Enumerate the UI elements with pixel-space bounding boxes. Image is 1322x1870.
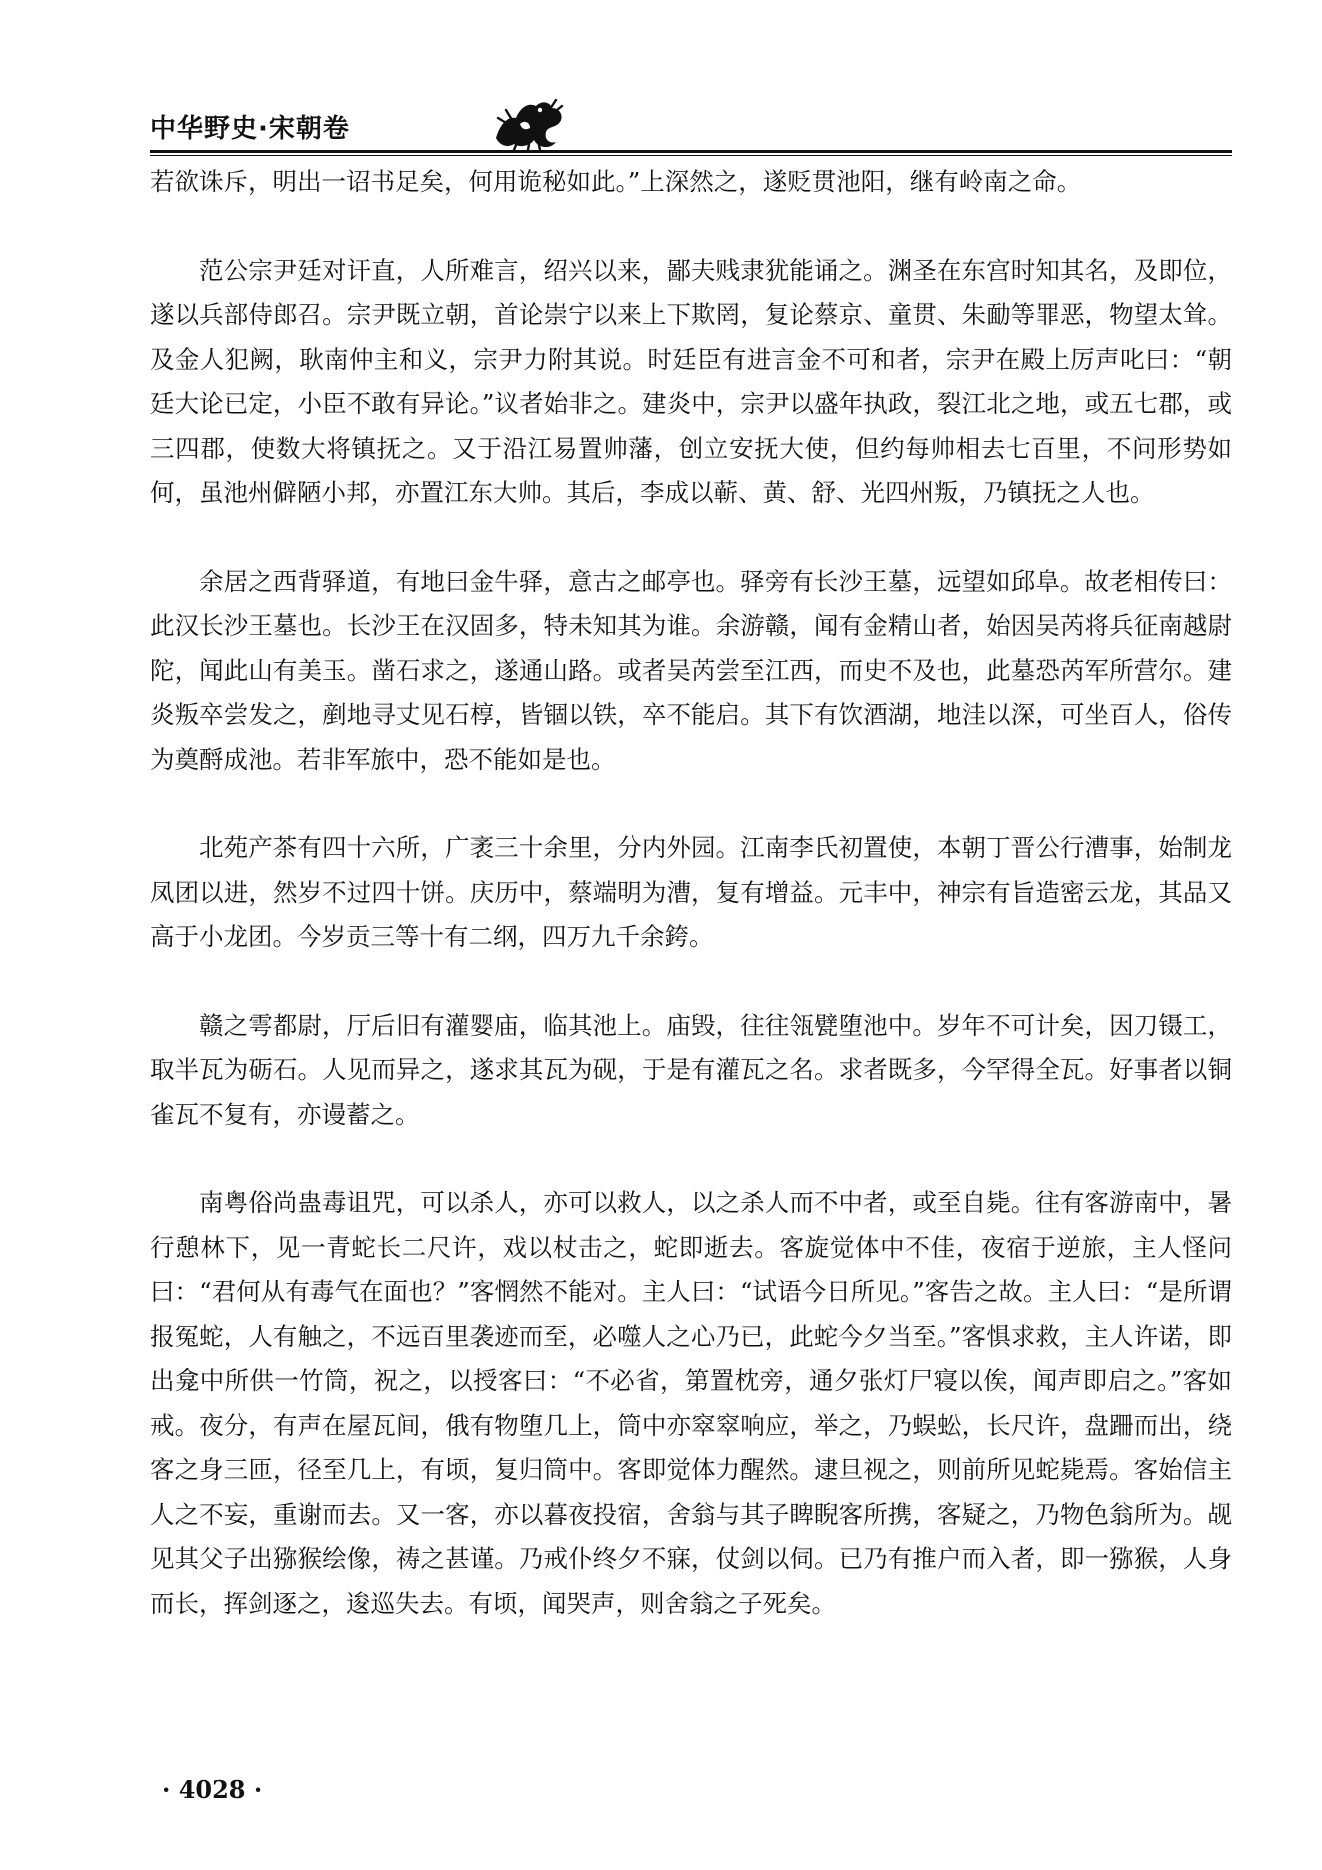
paragraph-guan-tile: 赣之雩都尉，厅后旧有灌婴庙，临其池上。庙毁，往往瓴甓堕池中。岁年不可计矣，因刀镊工，取半瓦为砺石。人见而异之，遂求其瓦为砚，于是有灌瓦之名。求者既多，今罕得全瓦。好事者以铜雀瓦不复有，亦谩蓄之。	[150, 1010, 1232, 1129]
paragraph-continued: 若欲诛斥，明出一诏书足矣，何用诡秘如此。”上深然之，遂贬贯池阳，继有岭南之命。	[150, 167, 1082, 196]
paragraph-fan-zongyin: 范公宗尹廷对讦直，人所难言，绍兴以来，鄙夫贱隶犹能诵之。渊圣在东宫时知其名，及即位，遂以兵部侍郎召。宗尹既立朝，首论崇宁以来上下欺罔，复论蔡京、童贯、朱勔等罪恶，物望太耸。及金人犯阙，耿南仲主和义，宗尹力附其说。时廷臣有进言金不可和者，宗尹在殿上厉声叱曰：“朝廷大论已定，小臣不敢有异论。”议者始非之。建炎中，宗尹以盛年执政，裂江北之地，或五七郡，或三四郡，使数大将镇抚之。又于沿江易置帅藩，创立安抚大使，但约每帅相去七百里，不问形势如何，虽池州僻陋小邦，亦置江东大帅。其后，李成以蕲、黄、舒、光四州叛，乃镇抚之人也。	[150, 255, 1232, 507]
book-title: 中华野史·宋朝卷	[150, 114, 350, 144]
dragon-emblem-icon	[490, 94, 568, 152]
body-text	[150, 160, 1232, 1670]
page-number: · 4028 ·	[162, 1775, 263, 1804]
running-header	[150, 100, 1230, 150]
paragraph-gu-poison: 南粤俗尚蛊毒诅咒，可以杀人，亦可以救人，以之杀人而不中者，或至自毙。往有客游南中，暑行憩林下，见一青蛇长二尺许，戏以杖击之，蛇即逝去。客旋觉体中不佳，夜宿于逆旅，主人怪问曰：“君何从有毒气在面也？”客惘然不能对。主人曰：“试语今日所见。”客告之故。主人曰：“是所谓报冤蛇，人有触之，不远百里袭迹而至，必噬人之心乃已，此蛇今夕当至。”客惧求救，主人许诺，即出龛中所供一竹筒，祝之，以授客曰：“不必省，第置枕旁，通夕张灯尸寝以俟，闻声即启之。”客如戒。夜分，有声在屋瓦间，俄有物堕几上，筒中亦窣窣响应，举之，乃蜈蚣，长尺许，盘跚而出，绕客之身三匝，径至几上，有顷，复归筒中。客即觉体力醒然。逮旦视之，则前所见蛇毙焉。客始信主人之不妄，重谢而去。又一客，亦以暮夜投宿，舍翁与其子睥睨客所携，客疑之，乃物色翁所为。觇见其父子出猕猴绘像，祷之甚谨。乃戒仆终夕不寐，仗剑以伺。已乃有推户而入者，即一猕猴，人身而长，挥剑逐之，逡巡失去。有顷，闻哭声，则舍翁之子死矣。	[150, 1188, 1232, 1618]
paragraph-beiyuan-tea: 北苑产茶有四十六所，广袤三十余里，分内外园。江南李氏初置使，本朝丁晋公行漕事，始制龙凤团以进，然岁不过四十饼。庆历中，蔡端明为漕，复有增益。元丰中，神宗有旨造密云龙，其品又高于小龙团。今岁贡三等十有二纲，四万九千余銙。	[150, 833, 1232, 951]
header-rule	[150, 150, 1232, 156]
paragraph-changsha-tomb: 余居之西背驿道，有地曰金牛驿，意古之邮亭也。驿旁有长沙王墓，远望如邱阜。故老相传曰：此汉长沙王墓也。长沙王在汉固多，特未知其为谁。余游赣，闻有金精山者，始因吴芮将兵征南越尉陀，闻此山有美玉。凿石求之，遂通山路。或者吴芮尝至江西，而史不及也，此墓恐芮军所营尔。建炎叛卒尝发之，剷地寻丈见石椁，皆锢以铁，卒不能启。其下有饮酒湖，地洼以深，可坐百人，俗传为奠酹成池。若非军旅中，恐不能如是也。	[150, 566, 1232, 774]
